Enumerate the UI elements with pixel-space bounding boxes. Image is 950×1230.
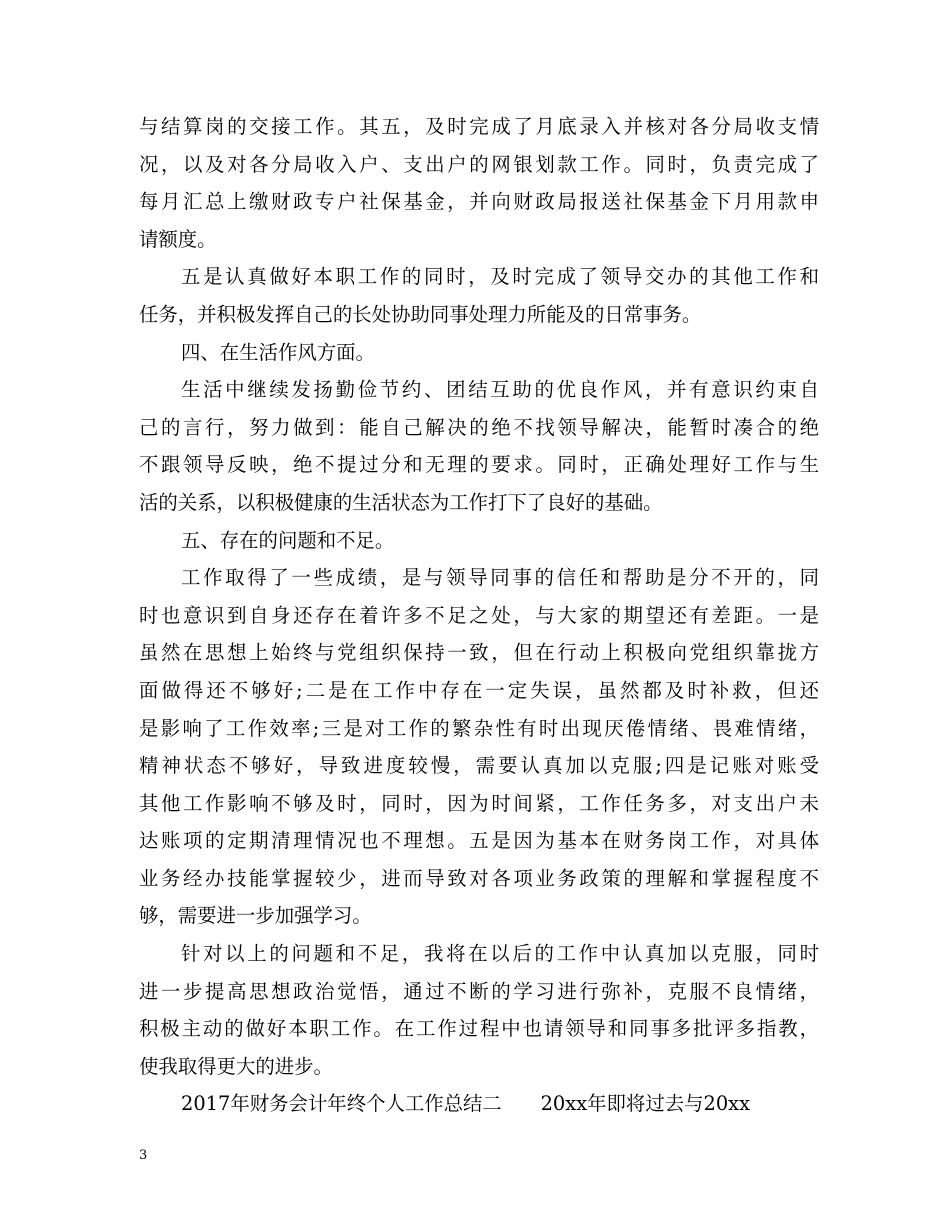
body-text	[139, 108, 819, 1123]
text-line: 不跟领导反映，绝不提过分和无理的要求。同时，正确处理好工作与生	[139, 453, 819, 477]
text-line: 进一步提高思想政治觉悟，通过不断的学习进行弥补，克服不良情绪，	[139, 979, 819, 1003]
text-line: 工作取得了一些成绩，是与领导同事的信任和帮助是分不开的，同	[181, 566, 819, 590]
text-line: 与结算岗的交接工作。其五，及时完成了月底录入并核对各分局收支情	[139, 115, 819, 138]
text-line: 够，需要进一步加强学习。	[139, 904, 372, 928]
text-line: 时也意识到自身还存在着许多不足之处，与大家的期望还有差距。一是	[139, 603, 819, 627]
text-line: 每月汇总上缴财政专户社保基金，并向财政局报送社保基金下月用款申	[139, 190, 819, 214]
text-line: 业务经办技能掌握较少，进而导致对各项业务政策的理解和掌握程度不	[139, 866, 819, 890]
text-line: 使我取得更大的进步。	[139, 1054, 333, 1078]
text-line: 其他工作影响不够及时，同时，因为时间紧，工作任务多，对支出户未	[139, 791, 819, 815]
text-line: 任务，并积极发挥自己的长处协助同事处理力所能及的日常事务。	[139, 302, 702, 326]
text-line: 活的关系，以积极健康的生活状态为工作打下了良好的基础。	[139, 490, 663, 514]
text-line: 四、在生活作风方面。	[181, 340, 375, 364]
text-line: 五是认真做好本职工作的同时，及时完成了领导交办的其他工作和	[181, 265, 819, 289]
text-line: 针对以上的问题和不足，我将在以后的工作中认真加以克服，同时	[181, 942, 819, 966]
text-line: 积极主动的做好本职工作。在工作过程中也请领导和同事多批评多指教，	[139, 1017, 819, 1041]
text-line: 精神状态不够好，导致进度较慢，需要认真加以克服;四是记账对账受	[139, 754, 819, 778]
text-line: 达账项的定期清理情况也不理想。五是因为基本在财务岗工作，对具体	[139, 829, 819, 853]
text-line: 请额度。	[139, 227, 217, 251]
text-line: 生活中继续发扬勤俭节约、团结互助的优良作风，并有意识约束自	[181, 378, 819, 402]
text-line: 是影响了工作效率;三是对工作的繁杂性有时出现厌倦情绪、畏难情绪，	[139, 716, 819, 740]
text-line: 己的言行，努力做到：能自己解决的绝不找领导解决，能暂时凑合的绝	[139, 415, 819, 439]
text-line: 2017年财务会计年终个人工作总结二 20xx年即将过去与20xx	[181, 1092, 751, 1116]
text-line: 面做得还不够好;二是在工作中存在一定失误，虽然都及时补救，但还	[139, 678, 819, 702]
text-line: 五、存在的问题和不足。	[181, 528, 395, 552]
text-line: 况，以及对各分局收入户、支出户的网银划款工作。同时，负责完成了	[139, 152, 819, 176]
page-number: 3	[139, 1148, 148, 1163]
text-line: 虽然在思想上始终与党组织保持一致，但在行动上积极向党组织靠拢方	[139, 641, 819, 665]
